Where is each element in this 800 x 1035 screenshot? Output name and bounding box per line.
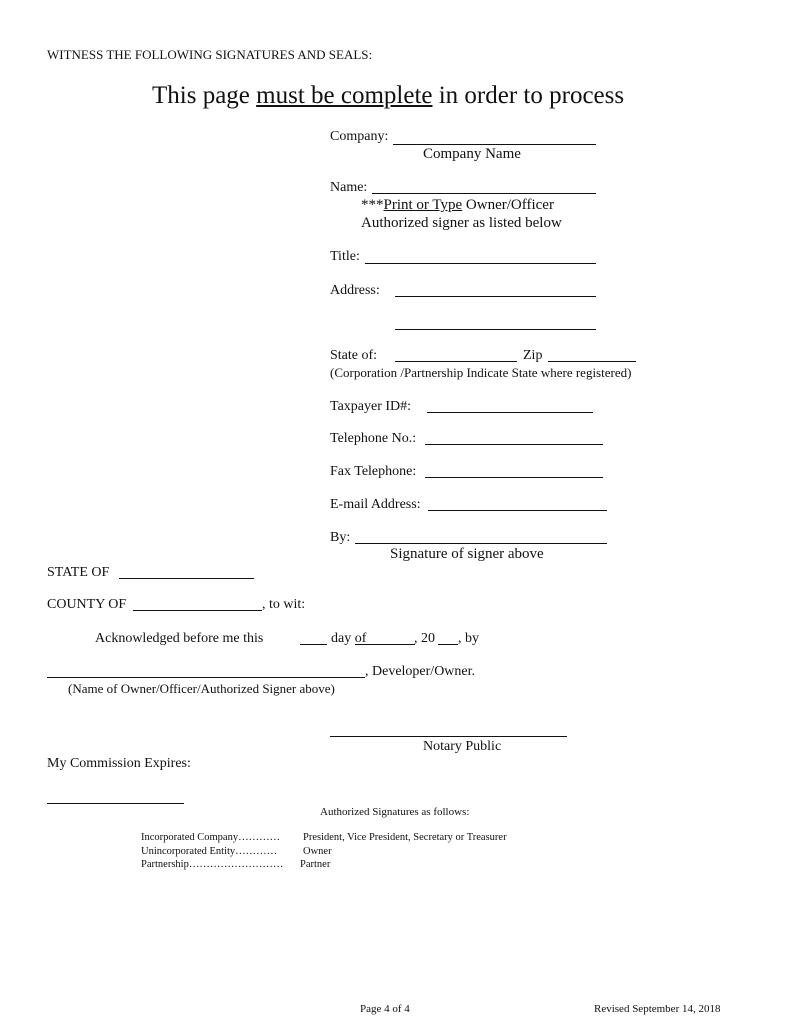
taxpayer-field[interactable] — [427, 412, 593, 413]
zip-field[interactable] — [548, 361, 636, 362]
signature-field[interactable] — [355, 543, 607, 544]
witness-heading: WITNESS THE FOLLOWING SIGNATURES AND SEALS: — [47, 47, 373, 62]
address-label: Address: — [330, 283, 380, 298]
title-field[interactable] — [365, 263, 596, 264]
ack-text-2: day of — [331, 631, 367, 646]
name-label: Name: — [330, 180, 368, 195]
developer-signer-field[interactable] — [47, 677, 365, 678]
ack-day-field[interactable] — [300, 644, 327, 645]
by-label: By: — [330, 530, 351, 545]
authorized-heading: Authorized Signatures as follows: — [320, 806, 470, 818]
name-field[interactable] — [372, 193, 596, 194]
revised-date: Revised September 14, 2018 — [594, 1003, 721, 1015]
county-label: COUNTY OF — [47, 597, 127, 612]
company-field[interactable] — [393, 144, 596, 145]
name-caption-prefix: *** — [361, 197, 384, 213]
notary-caption: Notary Public — [423, 739, 502, 754]
state-field[interactable] — [119, 578, 254, 579]
signer-caption: (Name of Owner/Officer/Authorized Signer above) — [68, 681, 335, 696]
title-label: Title: — [330, 249, 360, 264]
ack-month-field[interactable] — [355, 644, 415, 645]
title-before: This page — [152, 82, 257, 109]
ack-year-field[interactable] — [438, 644, 458, 645]
developer-suffix: , Developer/Owner. — [365, 664, 476, 679]
name-caption-line2: Authorized signer as listed below — [361, 215, 562, 231]
fax-field[interactable] — [425, 477, 603, 478]
ack-text-3: , 20 — [414, 631, 435, 646]
company-label: Company: — [330, 129, 389, 144]
county-suffix: , to wit: — [262, 597, 306, 612]
state-of-field[interactable] — [395, 361, 517, 362]
commission-field[interactable] — [47, 803, 184, 804]
ack-text-4: , by — [458, 631, 479, 646]
company-caption: Company Name — [423, 146, 521, 162]
authorized-entity: Partnership……………………… — [141, 859, 284, 870]
authorized-signer: Owner — [303, 846, 332, 857]
name-caption-emphasis: Print or Type — [383, 197, 463, 213]
by-caption: Signature of signer above — [390, 546, 544, 562]
notary-signature-field[interactable] — [330, 736, 567, 737]
email-label: E-mail Address: — [330, 497, 421, 512]
state-note: (Corporation /Partnership Indicate State where registered) — [330, 365, 632, 380]
name-caption-suffix: Owner/Officer — [462, 197, 554, 213]
email-field[interactable] — [428, 510, 607, 511]
authorized-entity: Unincorporated Entity………… — [141, 846, 278, 857]
authorized-signer: President, Vice President, Secretary or Treasurer — [303, 832, 507, 843]
telephone-label: Telephone No.: — [330, 431, 417, 446]
title-emphasis: must be complete — [256, 82, 433, 109]
page-number: Page 4 of 4 — [360, 1003, 410, 1015]
page-title — [152, 82, 624, 110]
authorized-entity: Incorporated Company………… — [141, 832, 281, 843]
state-of-label: State of: — [330, 348, 378, 363]
authorized-signer: Partner — [300, 859, 331, 870]
zip-label: Zip — [523, 348, 543, 363]
state-label: STATE OF — [47, 565, 110, 580]
commission-label: My Commission Expires: — [47, 756, 191, 771]
fax-label: Fax Telephone: — [330, 464, 417, 479]
name-caption — [361, 197, 554, 214]
telephone-field[interactable] — [425, 444, 603, 445]
county-field[interactable] — [133, 610, 262, 611]
taxpayer-label: Taxpayer ID#: — [330, 399, 412, 414]
ack-text-1: Acknowledged before me this — [95, 631, 264, 646]
title-after: in order to process — [432, 82, 625, 109]
address-field-1[interactable] — [395, 296, 596, 297]
address-field-2[interactable] — [395, 329, 596, 330]
